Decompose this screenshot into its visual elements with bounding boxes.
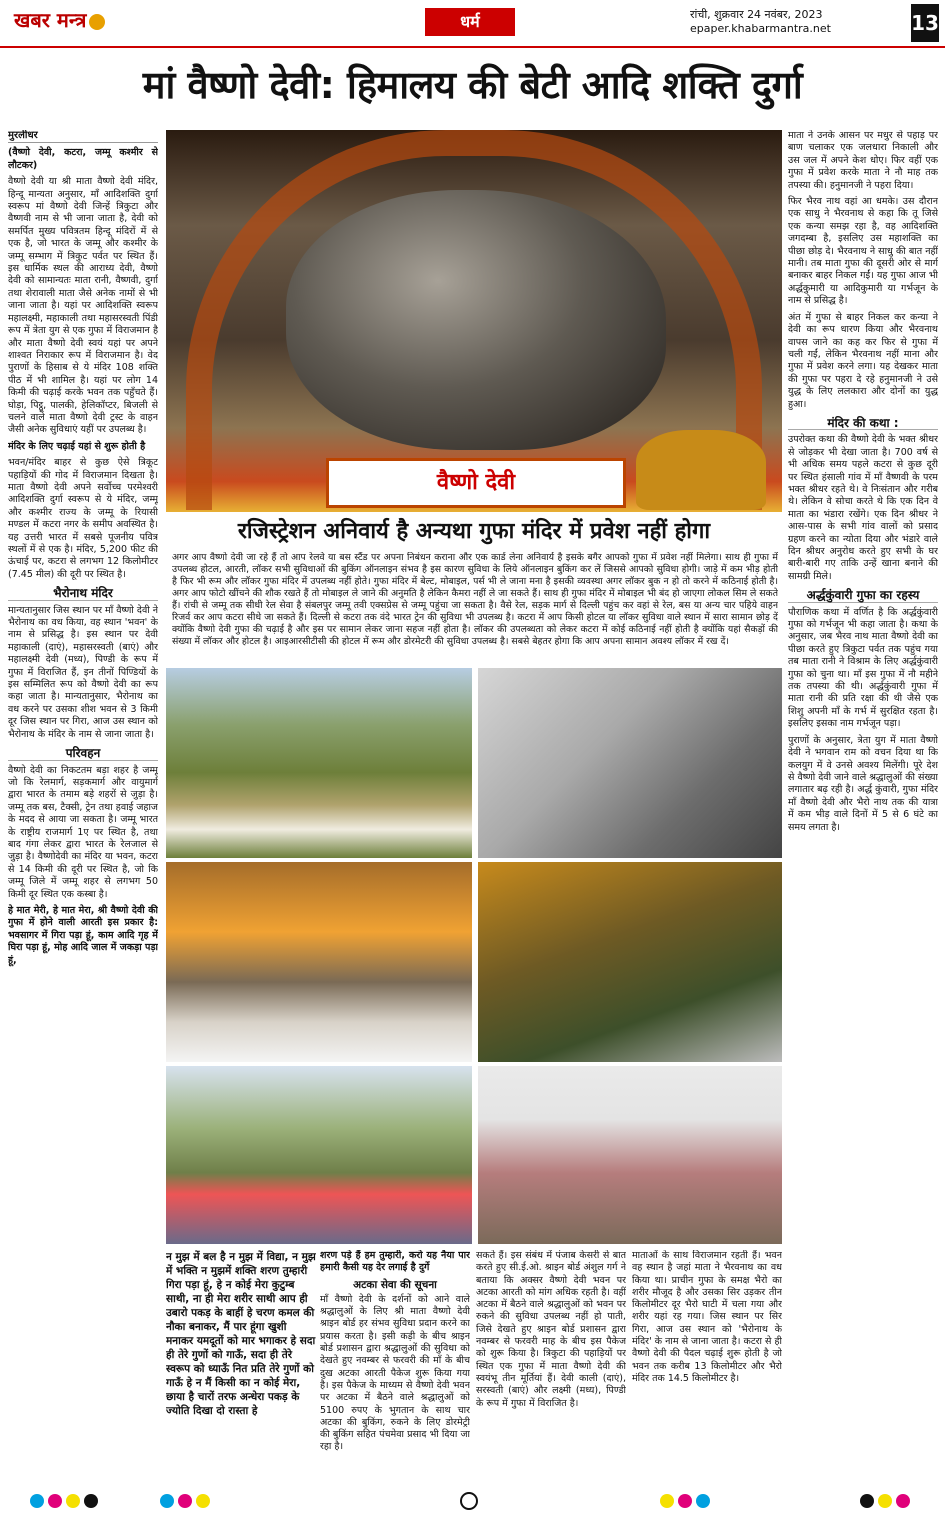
registration-dot-icon — [660, 1494, 674, 1508]
mountain-autumn-photo — [478, 862, 782, 1062]
main-headline: मां वैष्णो देवी: हिमालय की बेटी आदि शक्ति दुर्गा — [142, 63, 803, 107]
epaper-url: epaper.khabarmantra.net — [690, 22, 831, 35]
registration-dot-icon — [196, 1494, 210, 1508]
registration-dot-icon — [66, 1494, 80, 1508]
aarti-verse-column: न मुझ में बल है न मुझ में विद्या, न मुझ में भक्ति न मुझमें शक्ति शरण तुम्हारी गिरा पड़ा हूं, हे न कोई मेरा कुटुम्ब साथी, ना ही मेरा शरीर साथी आप ही उबारो पकड़ के बाहीं हे चरण कमल की नौका बनाकर, मैं पार हूंगा खुशी मनाकर यमदूतों को मार भगाकर हे सदा ही तेरे गुणों को गाऊँ, सदा ही तेरे स्वरूप को ध्याऊँ नित प्रति तेरे गुणों को गाऊँ हे न मैं किसी का न कोई मेरा, छाया है चारों तरफ अन्धेरा पकड़ के ज्योति दिखा दो रास्ता हे — [166, 1251, 316, 1417]
registration-intro: अगर आप वैष्णो देवी जा रहे हैं तो आप रेलवे या बस स्टैंड पर अपना निबंधन कराना और एक कार्ड लेना अनिवार्य है इसके बगैर आपको गुफा में प्रवेश नहीं मिलेगा। साथ ही गुफा में उपलब्ध होटल, आरती, लॉकर सभी सुविधाओं की बुकिंग ऑनलाइन संभव है इस कारण सुविधा के लिये ऑनलाइन बुकिंग कर लें जिससे आपको सुविधा होगी। जाड़े में कम भीड़ होती है फिर भी रूम और लॉकर गुफा मंदिर में उपलब्ध नहीं होते। गुफा मंदिर में बेल्ट, मोबाइल, पर्स भी ले जाना मना है इसकी व्यवस्था अगर लॉकर बुक न हो तो करने में कठिनाई होती है। अगर आप फोटो खींचने की शौक रखते हैं तो मोबाइल ले जाने की अनुमति है लेकिन कैमरा नहीं ले जा सकते हैं। साथ ही गुफा मंदिर में मोबाइल भी बंद हो जाएगा लोकल सिम ले सकते हैं। रांची से जम्मू तक सीधी रेल सेवा है संबलपुर जम्मू तवी एक्सप्रेस से जम्मू पहुंचा जा सकता है। वैसे रेल, सड़क मार्ग से दिल्ली पहुंच कर वहां से रेल, बस या अन्य चार पहिये वाहन रिजर्व कर आप कटरा सीधे जा सकते हैं। दिल्ली से कटरा तक वंदे भारत ट्रेन की सुविधा भी उपलब्ध है। कटरा में आप किसी होटल या लॉकर सुविधा वाले स्थान में सारा सामान छोड़ दें क्योंकि वैष्णो देवी गुफा की चढ़ाई है और इस पर सामान लेकर जाना सहज नहीं होता है। लॉकर की उपलब्धता को लेकर कटरा में कोई कठिनाई नहीं होती है क्योंकि यहां सैकड़ों की संख्या में लॉकर और होटल है। आइआरसीटीसी की होटल में रूम और डोरमेटरी की सुविधा उपलब्ध है। सबसे बेहतर होगा कि आप अपना सामान अवश्य लॉकर में रख दें। — [172, 552, 778, 647]
crosshair-icon — [460, 1492, 478, 1510]
newspaper-logo: खबर मन्त्र — [14, 6, 105, 33]
subhead-ardhkuwari: अर्द्धकुंवारी गुफा का रहस्य — [788, 589, 938, 602]
article-paragraph: फिर भैरव नाथ वहां आ धमके। उस दौरान एक साधु ने भैरवनाथ से कहा कि तू जिसे एक कन्या समझ रहा है, वह आदिशक्ति जगदम्बा है, इसलिए उस महाशक्ति का पीछा छोड़ दे। भैरवनाथ ने साधु की बात नहीं मानी। तब माता गुफा की दूसरी ओर से मार्ग बनाकर बाहर निकल गईं। यह गुफा आज भी अर्द्धकुमारी या आदिकुमारी या गर्भजून के नाम से प्रसिद्ध है। — [788, 196, 938, 307]
article-paragraph: वैष्णो देवी या श्री माता वैष्णो देवी मंदिर, हिन्दू मान्यता अनुसार, माँ आदिशक्ति दुर्गा स्वरूप मां वैष्णो देवी जिन्हें त्रिकुटा और वैष्णवी नाम से भी जाना जाता है, देवी को समर्पित मुख्य पवित्रतम हिन्दू मंदिरों में से एक है, जो भारत के जम्मू और कश्मीर के जम्मू सम्भाग में त्रिकुट पर्वत पर स्थित हैं। इस धार्मिक स्थल की आराध्य देवी, वैष्णो देवी को सामान्यतः माता रानी, वैष्णवी, दुर्गा तथा शेरावाली माता जैसे अनेक नामों से भी जाना जाता है। यहां पर आदिशक्ति स्वरूप महालक्ष्मी, महाकाली तथा महासरस्वती पिंडी रूप में त्रेता युग से एक गुफा में विराजमान है और माता वैष्णो देवी स्वयं यहां पर अपने शाश्वत निराकार रूप में विराजमान है। वेद पुराणों के हिसाब से ये मंदिर 108 शक्ति पीठ में भी शामिल है। यहां पर लोग 14 किमी की चढ़ाई करके भवन तक पहुँचते हैं। घोड़ा, पिट्ठू, पालकी, हेलिकॉप्टर, बिजली से चलने वाले माता वैष्णो देवी ट्रस्ट के वाहन जैसी अनेक सुविधाएं यहीं पर उपलब्ध है। — [8, 176, 158, 436]
left-column — [8, 130, 158, 1475]
atka-column — [320, 1250, 470, 1472]
article-paragraph: पुराणों के अनुसार, त्रेता युग में माता वैष्णो देवी ने भगवान राम को वचन दिया था कि कलयुग में वे उनसे अवश्य मिलेंगी। पूरे देश से वैष्णो देवी जाने वाले श्रद्धालुओं की संख्या लगातार बढ़ रही है। अर्द्ध कुंवारी, गुफा मंदिर माँ वैष्णो देवी और भैरो नाथ तक की यात्रा में कम भीड़ वाले दिनों में 5 से 6 घंटे का समय लगता है। — [788, 734, 938, 833]
subhead-katha: मंदिर की कथा : — [788, 417, 938, 430]
aarti-text: हे मात मेरी, हे मात मेरा, श्री वैष्णो देवी की गुफा में होने वाली आरती इस प्रकार है: भवसागर में गिरा पड़ा हूं, काम आदि गृह में घिरा पड़ा हूं, मोह आदि जाल में जकड़ा पड़ा हूं, — [8, 904, 158, 966]
registration-dot-icon — [178, 1494, 192, 1508]
registration-dot-icon — [878, 1494, 892, 1508]
lion-statue — [636, 430, 766, 510]
right-column — [788, 130, 938, 1475]
article-paragraph: माँ वैष्णो देवी के दर्शनों को आने वाले श्रद्धालुओं के लिए श्री माता वैष्णो देवी श्राइन बोर्ड हर संभव सुविधा प्रदान करने का प्रयास करता है। इसी कड़ी के बीच श्राइन बोर्ड प्रशासन द्वारा श्रद्धालुओं की सुविधा को देखते हुए नवम्बर से फरवरी की माँ के बीच दुख अटका आरती पैकेज शुरू किया गया है। इस पैकेज के माध्यम से वैष्णो देवी भवन पर अटका में बैठने वाले श्रद्धालुओं को 5100 रुपए के भुगतान के साथ चार अटका की बुकिंग, रुकने के लिए डोरमेट्री की बुकिंग सहित पंचमेवा प्रसाद भी दिया जा रहा है। — [320, 1293, 470, 1453]
subhead-bhairo: भैरोनाथ मंदिर — [8, 587, 158, 600]
registration-dot-icon — [896, 1494, 910, 1508]
dateline — [690, 8, 831, 36]
subhead-atka: अटका सेवा की सूचना — [353, 1278, 437, 1291]
bhawan-sunrise-photo — [166, 862, 472, 1062]
article-paragraph: पौराणिक कथा में वर्णित है कि अर्द्धकुंवारी गुफा को गर्भजून भी कहा जाता है। कथा के अनुसार, जब भैरव नाथ माता वैष्णो देवी का पीछा करते हुए त्रिकुटा पर्वत तक पहुंच गया तब माता रानी ने विश्राम के लिए अर्द्धकुंवारी गुफा को चुना था। माँ इस गुफा में नौ महीने तक तपस्या की थी। अर्द्धकुंवारी गुफा में माता रानी की प्रति रक्षा की थी जैसे एक शिशु अपनी माँ के गर्भ में सुरक्षित रहता है। इसलिए इसका नाम गर्भजून पड़ा। — [788, 606, 938, 730]
article-paragraph: अंत में गुफा से बाहर निकल कर कन्या ने देवी का रूप धारण किया और भैरवनाथ वापस जाने का कह कर फिर से गुफा में चली गईं, लेकिन भैरवनाथ नहीं माना और गुफा में प्रवेश करने लगा। यह देखकर माता की गुफा पर पहरा दे रहे हनुमानजी ने उसे युद्ध के लिए ललकारा और दोनों का युद्ध हुआ। — [788, 311, 938, 410]
katra-valley-photo — [166, 668, 472, 858]
registration-dot-icon — [160, 1494, 174, 1508]
article-subhead: मंदिर के लिए चढ़ाई यहां से शुरू होती है — [8, 440, 146, 452]
article-paragraph: उपरोक्त कथा की वैष्णो देवी के भक्त श्रीधर से जोड़कर भी देखा जाता है। 700 वर्ष से भी अधिक समय पहले कटरा से कुछ दूरी पर स्थित हंसाली गांव में माँ वैष्णवी के परम भक्त श्रीधर रहते थे। वे निःसंतान और गरीब थे। लेकिन वे सोचा करते थे कि एक दिन वे माता का भंडारा रखेंगे। एक दिन श्रीधर ने आस-पास के सभी गांव वालों को प्रसाद ग्रहण करने का न्योता दिया और भंडारे वाले दिन श्रीधर अनुरोध करते हुए सभी के घर बारी-बारी गए ताकि उन्हें खाना बनाने की सामग्री मिले। — [788, 434, 938, 582]
issue-date: रांची, शुक्रवार 24 नवंबर, 2023 — [690, 8, 823, 21]
stairway-pilgrims-photo — [478, 668, 782, 858]
article-paragraph: मान्यतानुसार जिस स्थान पर माँ वैष्णो देवी ने भैरोनाथ का वध किया, वह स्थान 'भवन' के नाम से प्रसिद्ध है। इस स्थान पर देवी महाकाली (दाएं), महासरस्वती (बाएं) और महालक्ष्मी देवी (मध्य), पिण्डी के रूप में गुफा में विराजित हैं, इन तीनों पिण्डियों के इस सम्मिलित रूप को वैष्णो देवी का रूप कहा जाता है। मान्यतानुसार, भैरोनाथ का वध करने पर उसका शीश भवन से 3 किमी दूर जिस स्थान पर गिरा, आज उस स्थान को भैरोनाथ के मंदिर के नाम से जाना जाता है। — [8, 604, 158, 740]
bottom-column-3: सकते हैं। इस संबंध में पंजाब केसरी से बात करते हुए सी.ई.ओ. श्राइन बोर्ड अंशुल गर्ग ने बताया कि अक्सर वैष्णो देवी भवन पर अटका आरती को मांग अधिक रहती है। वहीं अटका में बैठने वाले श्रद्धालुओं को भवन पर रुकने की सुविधा उपलब्ध नहीं हो पाती, जिसे देखते हुए श्राइन बोर्ड प्रशासन द्वारा नवम्बर से फरवरी माह के बीच इस पैकेज को शुरू किया है। त्रिकुटा की पहाड़ियों पर स्थित एक गुफा में माता वैष्णो देवी की स्वयंभू तीन मूर्तियां हैं। देवी काली (दाएं), सरस्वती (बाएं) और लक्ष्मी (मध्य), पिण्डी के रूप में गुफा में विराजित है। — [476, 1250, 626, 1409]
dateline-text: (वैष्णो देवी, कटरा, जम्मू कश्मीर से लौटकर) — [8, 147, 158, 171]
registration-dot-icon — [696, 1494, 710, 1508]
temple-gate-photo — [478, 1066, 782, 1244]
cave-shrine-photo — [166, 130, 782, 512]
page-number: 13 — [911, 4, 939, 42]
registration-dot-icon — [30, 1494, 44, 1508]
logo-badge-icon — [89, 14, 105, 30]
group-pilgrims-photo — [166, 1066, 472, 1244]
registration-kicker: रजिस्ट्रेशन अनिवार्य है अन्यथा गुफा मंदिर में प्रवेश नहीं होगा — [166, 512, 782, 552]
section-tab: धर्म — [425, 8, 515, 36]
article-paragraph: वैष्णो देवी का निकटतम बड़ा शहर है जम्मू जो कि रेलमार्ग, सड़कमार्ग और वायुमार्ग द्वारा भारत के तमाम बड़े शहरों से जुड़ा है। जम्मू तक बस, टैक्सी, ट्रेन तथा हवाई जहाज के मदद से आया जा सकता है। जम्मू भारत के राष्ट्रीय राजमार्ग 1ए पर स्थित है, तथा बाद गंगा लेकर द्वारा भारत के रेलजाल से जुड़ा है। वैष्णोदेवी का मंदिर या भवन, कटरा से 14 किमी की दूरी पर स्थित है, जो कि जम्मू जिले में जम्मू शहर से लगभग 50 किमी दूर स्थित एक कस्बा है। — [8, 764, 158, 900]
print-registration-bar — [0, 1488, 945, 1517]
registration-dot-icon — [84, 1494, 98, 1508]
article-paragraph: माता ने उनके आसन पर मधुर से पहाड़ पर बाण चलाकर एक जलधारा निकाली और उस जल में अपने केश धोए। फिर वहीं एक गुफा में प्रवेश करके माता ने नौ माह तक तपस्या की। हनुमानजी ने पहरा दिया। — [788, 130, 938, 191]
registration-dot-icon — [48, 1494, 62, 1508]
article-paragraph: भवन/मंदिर बाहर से कुछ ऐसे त्रिकूट पहाड़ियों की गोद में विराजमान दिखता है। माता वैष्णो देवी अपने सर्वोच्च परमेश्वरी आदिशक्ति दुर्गा स्वरूप से ये मंदिर, जम्मू और कश्मीर राज्य के जम्मू के रियासी मण्डल में कटरा नगर के समीप अवस्थित है। यह उत्तरी भारत में सबसे पूजनीय पवित्र स्थलों में से एक है। मंदिर, 5,200 फीट की ऊंचाई पर, कटरा से लगभग 12 किलोमीटर (7.45 मील) की दूरी पर स्थित है। — [8, 457, 158, 580]
shrine-banner: वैष्णो देवी — [326, 458, 626, 508]
subhead-transport: परिवहन — [8, 747, 158, 760]
registration-dot-icon — [860, 1494, 874, 1508]
byline: मुरलीधर — [8, 130, 158, 143]
registration-dot-icon — [678, 1494, 692, 1508]
bottom-column-4: माताओं के साथ विराजमान रहती हैं। भवन वह स्थान है जहां माता ने भैरवनाथ का वध किया था। प्राचीन गुफा के समक्ष भैरो का शरीर मौजूद है और उसका सिर उड़कर तीन किलोमीटर दूर भैरो घाटी में चला गया और शरीर यहां रह गया। जिस स्थान पर सिर गिरा, आज उस स्थान को 'भैरोनाथ के मंदिर' के नाम से जाना जाता है। कटरा से ही वैष्णो देवी की पैदल चढ़ाई शुरू होती है जो भवन तक करीब 13 किलोमीटर और भैरो मंदिर तक 14.5 किलोमीटर है। — [632, 1250, 782, 1384]
rock-formation — [286, 190, 666, 450]
masthead — [0, 0, 945, 48]
aarti-verse: शरण पड़े हैं हम तुम्हारी, करो यह नैया पार हमारी कैसी यह देर लगाई है दुर्गे — [320, 1250, 470, 1274]
